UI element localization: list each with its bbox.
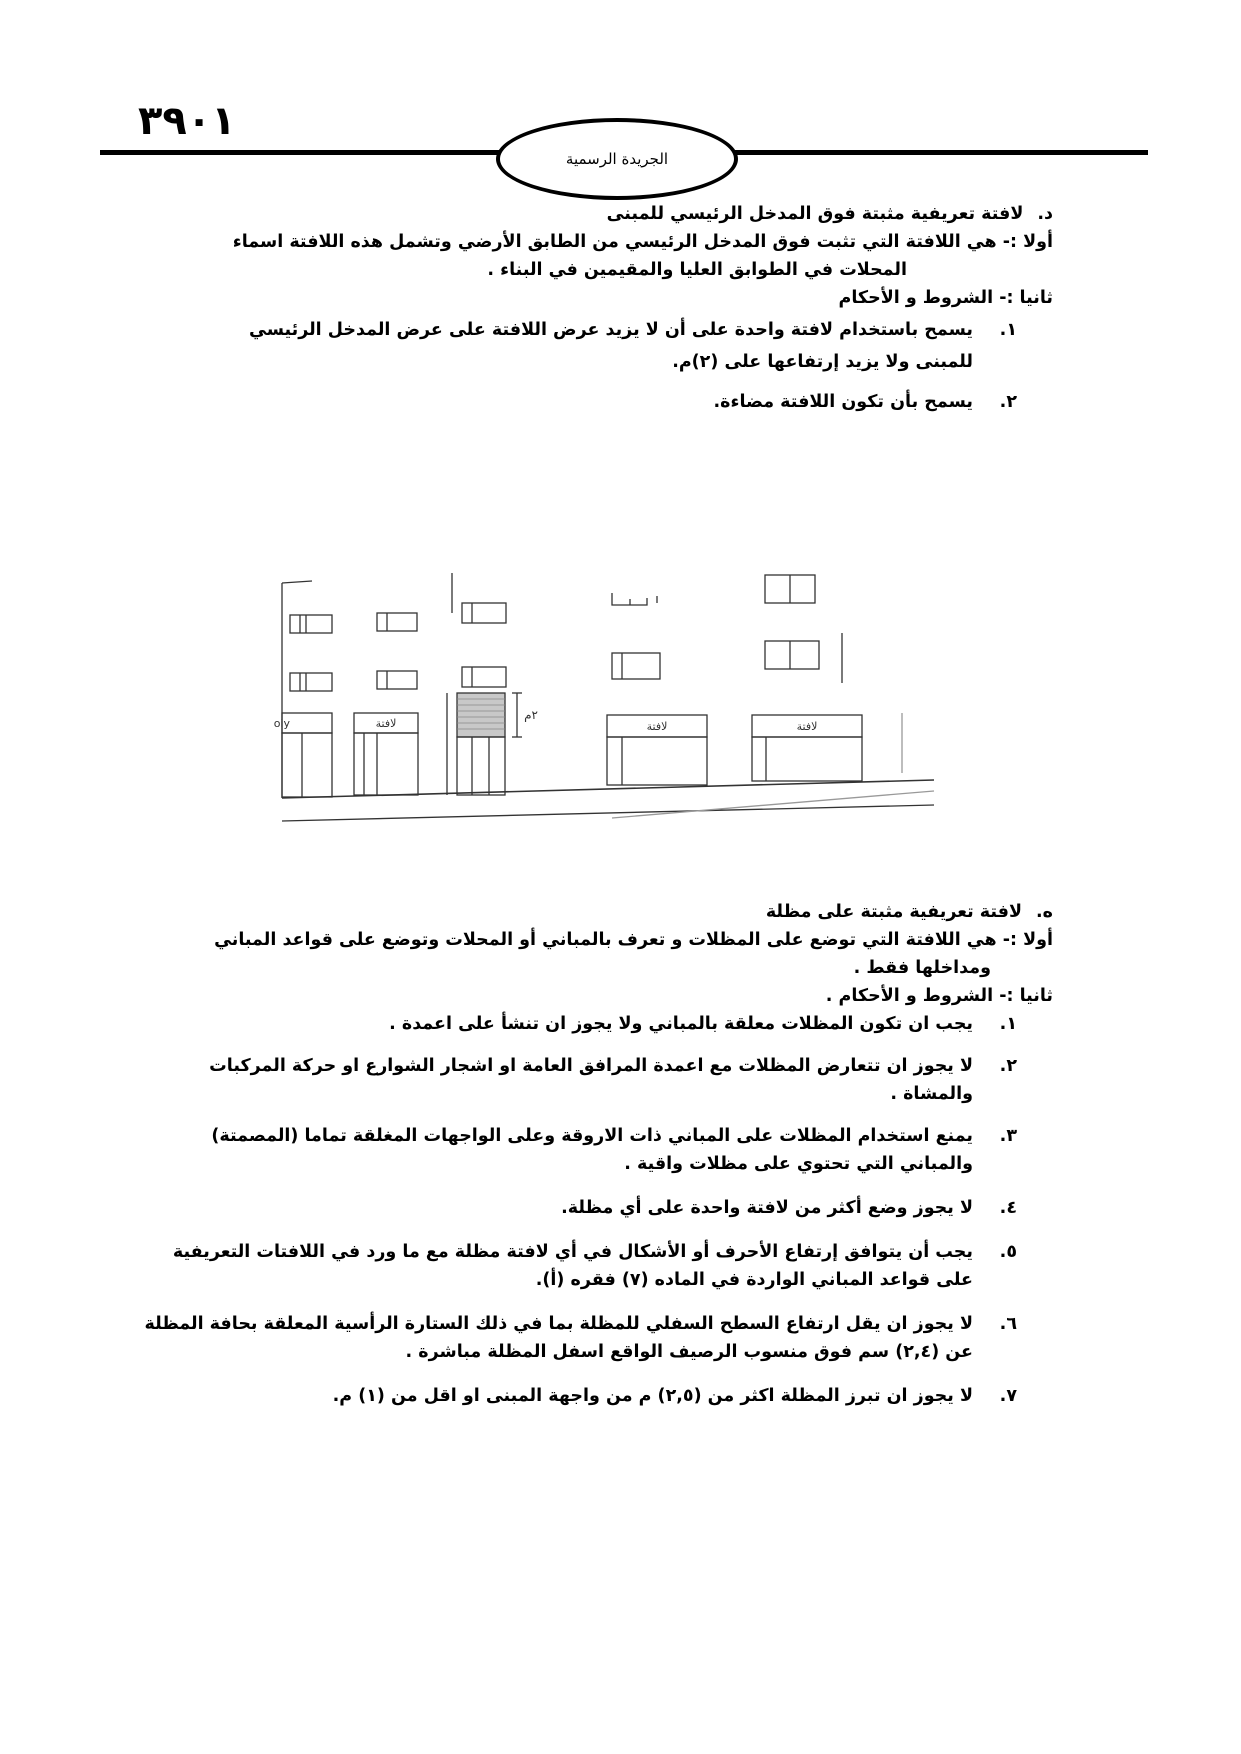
height-label: ٢م [524, 708, 538, 722]
section-h-marker: ه. [1036, 902, 1053, 922]
item-text-cont: عن (٢,٤) سم فوق منسوب الرصيف الواقع اسفل المظلة مباشرة . [405, 1342, 973, 1362]
window [462, 603, 506, 623]
item-number: ٦. [999, 1314, 1017, 1334]
window [462, 667, 506, 687]
shop-front [752, 737, 862, 781]
sign-label-2: لافتة [646, 720, 668, 733]
storefront-signs-illustration [273, 573, 934, 829]
window [377, 613, 417, 631]
item-text-cont: للمبنى ولا يزيد إرتفاعها على (٢)م. [672, 352, 973, 372]
section-h-item-2 [96, 1052, 1017, 1108]
section-h-item-3 [96, 1122, 1017, 1178]
item-text: يسمح بأن تكون اللافتة مضاءة. [713, 392, 973, 412]
window [290, 615, 332, 633]
section-h-item-6 [96, 1310, 1017, 1366]
sign-label-1: لافتة [375, 717, 397, 730]
section-h-item-5 [96, 1238, 1017, 1294]
section-h-definition-cont: ومداخلها فقط . [853, 958, 991, 978]
window [765, 641, 819, 669]
section-d-marker: د. [1037, 204, 1053, 224]
section-h-definition [96, 926, 1053, 954]
section-d-heading [96, 200, 1053, 228]
item-text: يمنع استخدام المظلات على المباني ذات الاروقة وعلى الواجهات المغلقة تماما (المصمتة) [211, 1126, 973, 1146]
section-d-item-1 [96, 316, 1017, 376]
section-h-item-4 [96, 1194, 1017, 1222]
section-d-first-text-1: هي اللافتة التي تثبت فوق المدخل الرئيسي من الطابق الأرضي وتشمل هذه اللافتة اسماء [232, 232, 997, 252]
section-d-first-label: أولا :- [1002, 232, 1053, 252]
section-h-first-text-1: هي اللافتة التي توضع على المظلات و تعرف بالمباني أو المحلات وتوضع على قواعد المباني [214, 930, 997, 950]
section-d-item-2 [96, 388, 1017, 416]
entrance-door [457, 737, 505, 795]
shop-front [282, 733, 332, 797]
item-number: ٣. [999, 1126, 1017, 1146]
item-text: لا يجوز ان تبرز المظلة اكثر من (٢,٥) م من واجهة المبنى او اقل من (١) م. [332, 1386, 973, 1406]
section-d [96, 200, 1053, 416]
sign-edge-label: oiy [273, 717, 290, 730]
section-h-item-7 [96, 1382, 1017, 1410]
section-h-first-label: أولا :- [1002, 930, 1053, 950]
window [612, 593, 657, 605]
building-roof-line [282, 581, 312, 583]
item-number: ٢. [999, 1056, 1017, 1076]
window [290, 673, 332, 691]
section-h-heading [96, 898, 1053, 926]
item-number: ٢. [999, 392, 1017, 412]
item-number: ١. [999, 320, 1017, 340]
section-d-conditions-heading: ثانيا :- الشروط و الأحكام [838, 288, 1053, 308]
section-h-title: لافتة تعريفية مثبتة على مظلة [765, 902, 1023, 922]
gazette-title: الجريدة الرسمية [565, 150, 669, 168]
section-h [96, 898, 1053, 1410]
window [612, 653, 660, 679]
item-number: ٥. [999, 1242, 1017, 1262]
section-h-conditions-heading: ثانيا :- الشروط و الأحكام . [825, 986, 1053, 1006]
section-d-title: لافتة تعريفية مثبتة فوق المدخل الرئيسي للمبنى [606, 204, 1024, 224]
item-text: لا يجوز وضع أكثر من لافتة واحدة على أي مظلة. [561, 1198, 973, 1218]
section-d-definition-cont: المحلات في الطوابق العليا والمقيمين في البناء . [487, 260, 907, 280]
item-text: لا يجوز ان يقل ارتفاع السطح السفلي للمظلة بما في ذلك الستارة الرأسية المعلقة بحافة المظلة [144, 1314, 973, 1334]
section-h-item-1 [96, 1010, 1017, 1038]
item-text-cont: والمشاة . [890, 1084, 973, 1104]
gazette-title-ellipse [496, 118, 738, 200]
item-text-cont: والمباني التي تحتوي على مظلات واقية . [624, 1154, 973, 1174]
item-text-cont: على قواعد المباني الواردة في الماده (٧) فقره (أ). [535, 1270, 973, 1290]
section-d-definition [96, 228, 1053, 256]
window [377, 671, 417, 689]
item-number: ٤. [999, 1198, 1017, 1218]
entrance-sign-hatched [457, 693, 505, 737]
page-number: ٣٩٠١ [138, 98, 236, 144]
item-number: ١. [999, 1014, 1017, 1034]
item-number: ٧. [999, 1386, 1017, 1406]
sign-label-3: لافتة [796, 720, 818, 733]
item-text: لا يجوز ان تتعارض المظلات مع اعمدة المرافق العامة او اشجار الشوارع او حركة المركبات [209, 1056, 973, 1076]
item-text: يجب ان تكون المظلات معلقة بالمباني ولا يجوز ان تنشأ على اعمدة . [389, 1014, 973, 1034]
item-text: يسمح باستخدام لافتة واحدة على أن لا يزيد عرض اللافتة على عرض المدخل الرئيسي [248, 320, 973, 340]
item-text: يجب أن يتوافق إرتفاع الأحرف أو الأشكال في أي لافتة مظلة مع ما ورد في اللافتات التعريفية [172, 1242, 973, 1262]
